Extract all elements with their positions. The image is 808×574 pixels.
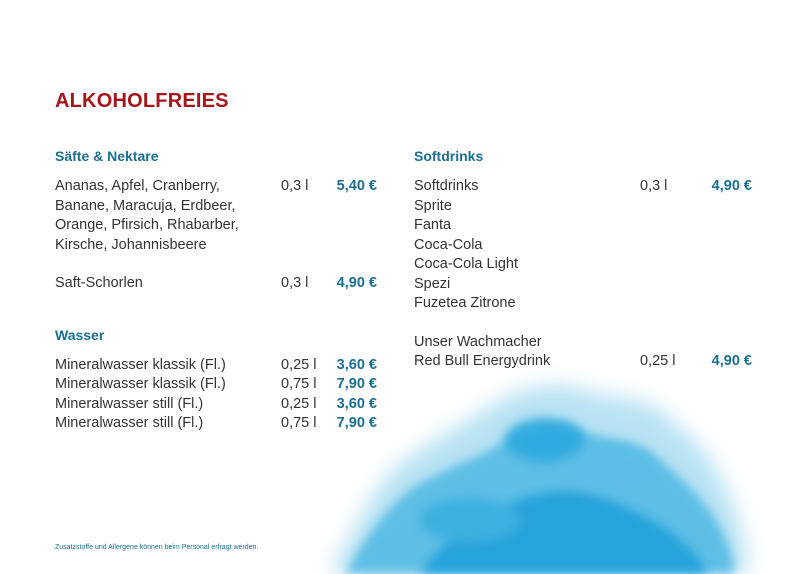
section-title-water: Wasser [55,326,105,343]
item-size: 0,25 l [281,356,317,373]
menu-item [414,255,744,275]
item-name: Spezi [414,275,451,292]
item-size: 0,75 l [281,376,317,392]
menu-item [55,395,385,415]
section-title-softdrinks: Softdrinks [414,148,484,164]
item-name: Coca-Cola Light [414,256,518,272]
menu-item [414,294,744,314]
item-name: Mineralwasser still (Fl.) [55,395,204,412]
menu-item [55,274,385,294]
item-price: 7,90 € [336,376,377,392]
item-name: Coca-Cola [414,236,483,253]
item-price: 3,60 € [336,356,377,373]
menu-item [414,352,752,372]
item-price: 7,90 € [336,415,377,431]
item-name: Softdrinks [414,178,479,194]
item-size: 0,3 l [281,275,309,291]
menu-item [55,375,385,395]
menu-item [414,197,744,217]
page-title: ALKOHOLFREIES [55,90,229,112]
item-price: 3,60 € [336,395,377,412]
item-name: Mineralwasser klassik (Fl.) [55,376,226,392]
item-size: 0,3 l [640,178,668,194]
item-size: 0,25 l [640,353,676,369]
item-name: Sprite [414,197,452,214]
item-size: 0,25 l [281,395,317,412]
menu-item [55,356,385,376]
allergen-footnote: Zusatzstoffe und Allergene können beim Personal erfragt werden. [55,544,259,551]
item-name: Ananas, Apfel, Cranberry, Banane, Maracuja, Erdbeer, Orange, Pfirsich, Rhabarber, Kirsche, Johannisbeere [55,178,239,253]
item-size: 0,75 l [281,415,317,431]
menu-item [55,414,385,434]
right-column [414,146,752,372]
item-price: 4,90 € [711,353,752,369]
menu-item [414,333,744,353]
item-size: 0,3 l [281,178,309,194]
item-name: Saft-Schorlen [55,275,143,291]
menu-item [55,177,385,255]
menu-item [414,236,744,256]
item-name: Mineralwasser klassik (Fl.) [55,356,226,373]
menu-item [414,216,744,236]
item-price: 4,90 € [336,275,377,291]
menu-item [414,275,744,295]
item-name: Fanta [414,217,452,233]
menu-item [414,177,752,197]
section-title-juices: Säfte & Nektare [55,148,159,164]
item-name: Unser Wachmacher [414,333,542,350]
item-price: 4,90 € [711,178,752,194]
left-column [55,146,385,434]
item-name: Mineralwasser still (Fl.) [55,415,204,431]
item-price: 5,40 € [336,178,377,194]
item-name: Fuzetea Zitrone [414,295,516,311]
item-name: Red Bull Energydrink [414,353,551,369]
